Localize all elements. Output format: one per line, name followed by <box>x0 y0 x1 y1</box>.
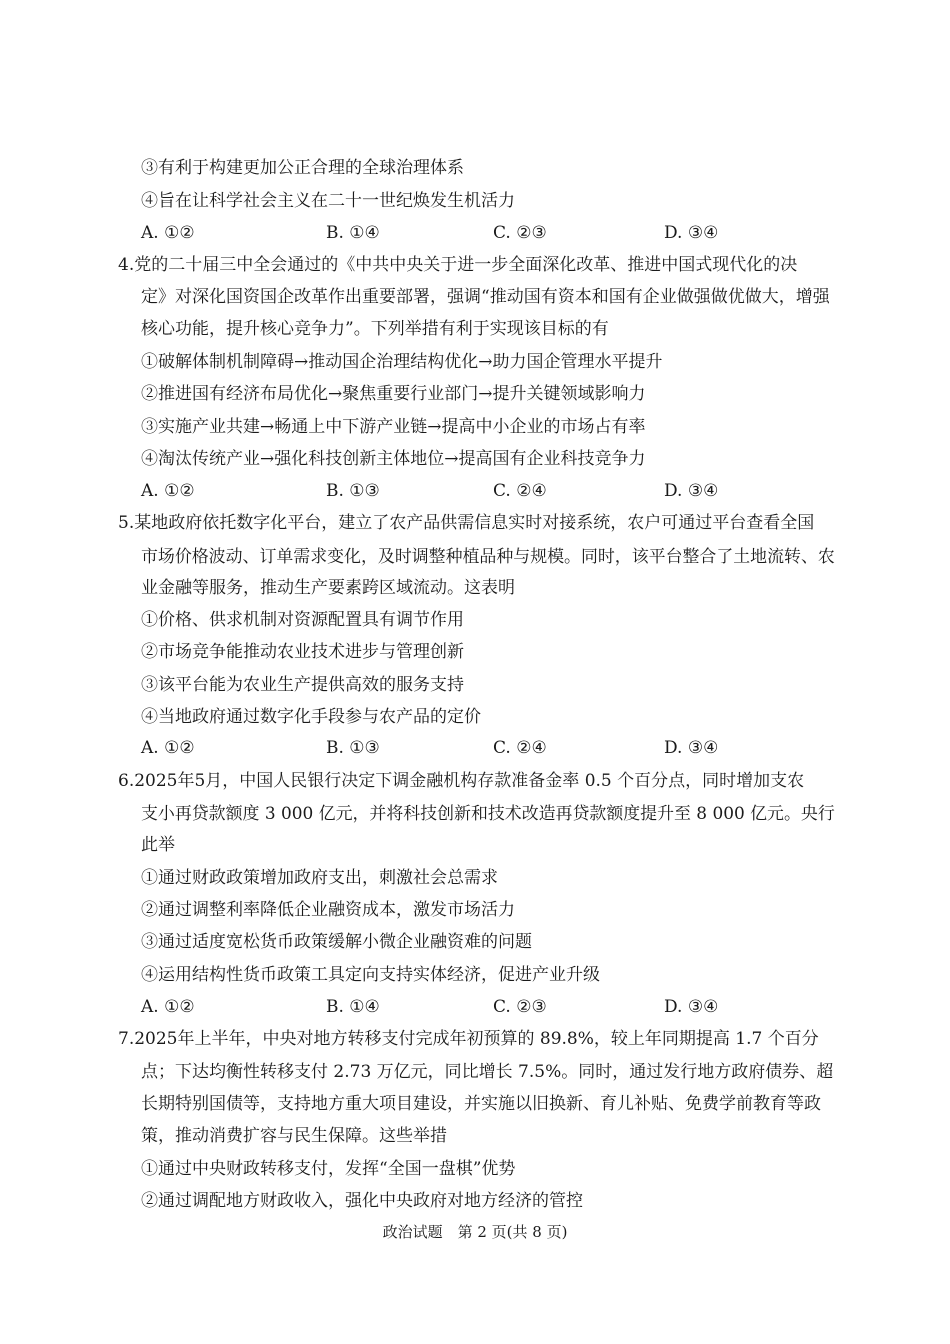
q3-item-3: ③有利于构建更加公正合理的全球治理体系 <box>141 158 464 178</box>
q6-stem-line-3: 此举 <box>141 835 175 855</box>
q4-item-4: ④淘汰传统产业→强化科技创新主体地位→提高国有企业科技竞争力 <box>141 449 646 469</box>
q6-options <box>141 996 861 1018</box>
q5-option-a[interactable]: A. ①② <box>141 738 195 758</box>
q6-stem-line-1: 6.2025年5月，中国人民银行决定下调金融机构存款准备金率 0.5 个百分点，同时增加支农 <box>118 771 805 791</box>
q4-stem-line-3: 核心功能，提升核心竞争力”。下列举措有利于实现该目标的有 <box>141 319 609 339</box>
q7-stem-line-2: 点；下达均衡性转移支付 2.73 万亿元，同比增长 7.5%。同时，通过发行地方政府债券、超 <box>141 1062 834 1082</box>
q4-option-b[interactable]: B. ①③ <box>326 481 380 501</box>
q6-item-4: ④运用结构性货币政策工具定向支持实体经济，促进产业升级 <box>141 965 600 985</box>
q5-stem-line-3: 业金融等服务，推动生产要素跨区域流动。这表明 <box>141 578 515 598</box>
q6-item-1: ①通过财政政策增加政府支出，刺激社会总需求 <box>141 868 498 888</box>
q4-option-a[interactable]: A. ①② <box>141 481 195 501</box>
q7-item-1: ①通过中央财政转移支付，发挥“全国一盘棋”优势 <box>141 1159 516 1179</box>
q5-item-2: ②市场竞争能推动农业技术进步与管理创新 <box>141 642 464 662</box>
q4-stem-line-1: 4.党的二十届三中全会通过的《中共中央关于进一步全面深化改革、推进中国式现代化的决 <box>118 255 798 275</box>
q6-stem-line-2: 支小再贷款额度 3 000 亿元，并将科技创新和技术改造再贷款额度提升至 8 000 亿元。央行 <box>141 803 835 823</box>
q5-option-b[interactable]: B. ①③ <box>326 738 380 758</box>
q7-stem-line-3: 长期特别国债等，支持地方重大项目建设，并实施以旧换新、育儿补贴、免费学前教育等政 <box>141 1094 821 1114</box>
q6-option-b[interactable]: B. ①④ <box>326 997 380 1017</box>
q4-item-2: ②推进国有经济布局优化→聚焦重要行业部门→提升关键领域影响力 <box>141 384 646 404</box>
q4-option-d[interactable]: D. ③④ <box>664 481 719 501</box>
q6-item-2: ②通过调整利率降低企业融资成本，激发市场活力 <box>141 900 515 920</box>
q6-option-d[interactable]: D. ③④ <box>664 997 719 1017</box>
q3-item-4: ④旨在让科学社会主义在二十一世纪焕发生机活力 <box>141 191 515 211</box>
q4-item-3: ③实施产业共建→畅通上中下游产业链→提高中小企业的市场占有率 <box>141 417 646 437</box>
q5-item-4: ④当地政府通过数字化手段参与农产品的定价 <box>141 707 481 727</box>
q5-option-d[interactable]: D. ③④ <box>664 738 719 758</box>
q5-options <box>141 737 861 759</box>
q5-stem-line-1: 5.某地政府依托数字化平台，建立了农产品供需信息实时对接系统，农户可通过平台查看全国 <box>118 513 815 533</box>
q6-option-c[interactable]: C. ②③ <box>493 997 547 1017</box>
q6-option-a[interactable]: A. ①② <box>141 997 195 1017</box>
q3-option-b[interactable]: B. ①④ <box>326 223 380 243</box>
q5-option-c[interactable]: C. ②④ <box>493 738 547 758</box>
q4-option-c[interactable]: C. ②④ <box>493 481 547 501</box>
q7-item-2: ②通过调配地方财政收入，强化中央政府对地方经济的管控 <box>141 1191 583 1211</box>
q5-item-1: ①价格、供求机制对资源配置具有调节作用 <box>141 610 464 630</box>
q7-stem-line-1: 7.2025年上半年，中央对地方转移支付完成年初预算的 89.8%，较上年同期提高 1.7 个百分 <box>118 1029 819 1049</box>
q7-stem-line-4: 策，推动消费扩容与民生保障。这些举措 <box>141 1126 447 1146</box>
page-footer: 政治试题 第 2 页(共 8 页) <box>382 1223 568 1241</box>
q3-option-a[interactable]: A. ①② <box>141 223 195 243</box>
q6-item-3: ③通过适度宽松货币政策缓解小微企业融资难的问题 <box>141 932 532 952</box>
q4-options <box>141 480 861 502</box>
q3-option-c[interactable]: C. ②③ <box>493 223 547 243</box>
q5-stem-line-2: 市场价格波动、订单需求变化，及时调整种植品种与规模。同时，该平台整合了土地流转、农 <box>141 546 835 566</box>
q5-item-3: ③该平台能为农业生产提供高效的服务支持 <box>141 675 464 695</box>
q3-options <box>141 222 861 244</box>
q4-item-1: ①破解体制机制障碍→推动国企治理结构优化→助力国企管理水平提升 <box>141 352 663 372</box>
q4-stem-line-2: 定》对深化国资国企改革作出重要部署，强调“推动国有资本和国有企业做强做优做大，增强 <box>141 287 830 307</box>
q3-option-d[interactable]: D. ③④ <box>664 223 719 243</box>
